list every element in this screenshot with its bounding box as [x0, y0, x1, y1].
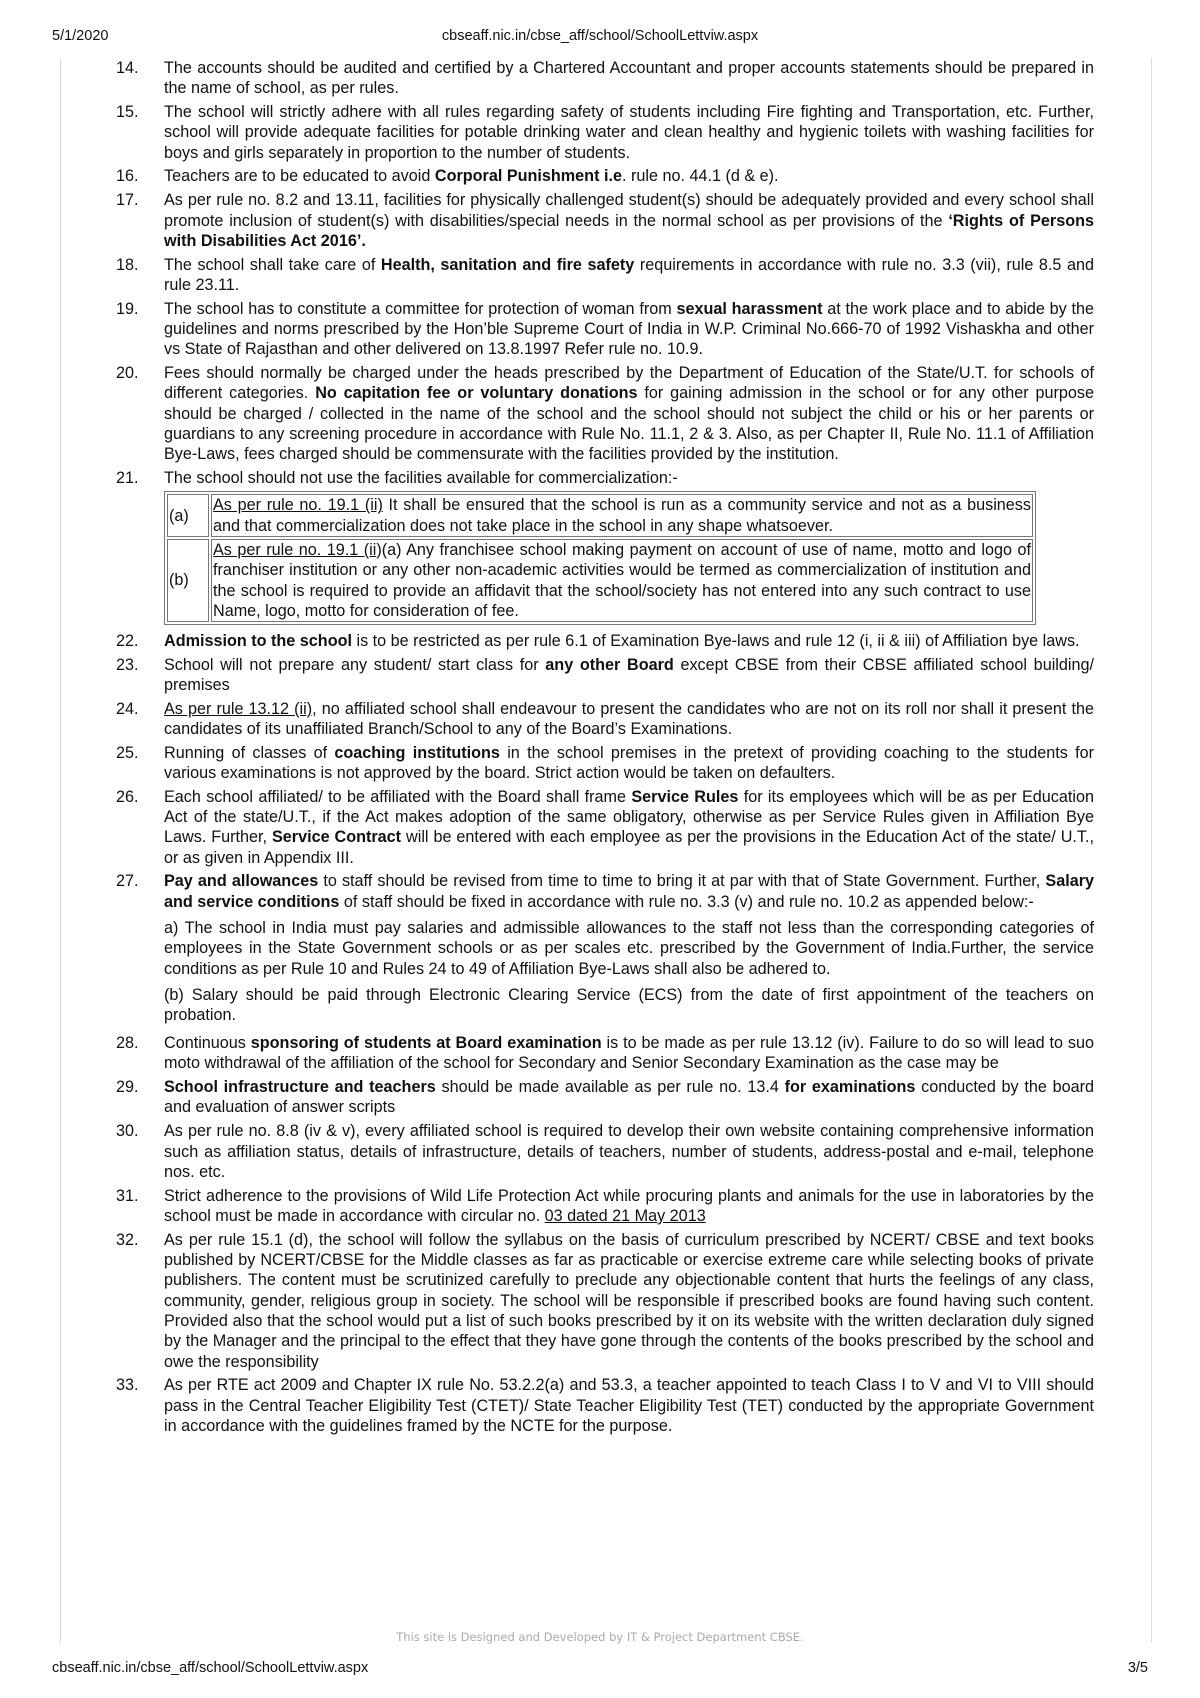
underlined-text: 03 dated 21 May 2013 [544, 1206, 706, 1225]
list-item [116, 190, 1094, 251]
item-text [164, 871, 1094, 1029]
letter-content [116, 58, 1094, 1614]
list-item [116, 468, 1094, 627]
item-number: 18. [116, 255, 139, 274]
list-item [116, 58, 1094, 99]
text-run: Each school affiliated/ to be affiliated with the Board shall frame [164, 787, 632, 806]
item-number: 33. [116, 1376, 139, 1395]
item-number: 22. [116, 631, 139, 650]
text-run: As per RTE act 2009 and Chapter IX rule No. 53.2.2(a) and 53.3, a teacher appointed to teach Class I to V and VI to VIII should pass in the Central Teacher Eligibility Test (CTET)/ State Teacher Eligibility Test (TET) conducted by the appropriate Government in accordance with the guidelines framed by the NCTE for the purpose. [164, 1376, 1094, 1435]
table-row-label: (b) [167, 539, 209, 622]
item-text [164, 1375, 1094, 1436]
text-run: As per rule no. 8.8 (iv & v), every affiliated school is required to develop their own website containing comprehensive information such as affiliation status, details of infrastructure, details of teachers, number of students, address-postal and e-mail, telephone nos. etc. [164, 1122, 1094, 1181]
item-text [164, 1077, 1094, 1118]
list-item [116, 363, 1094, 464]
item-text [164, 1186, 1094, 1227]
text-run: The school should not use the facilities available for commercialization:- [164, 469, 678, 488]
item-number: 25. [116, 743, 139, 762]
text-run: requirements in accordance with rule no. 3.3 (vii), rule 8.5 and rule 23.11. [164, 255, 1094, 294]
sub-clause: a) The school in India must pay salaries and admissible allowances to the staff not less than the corresponding categories of employees in the State Government schools or as per scales etc. prescribed by the Government of India.Further, the service conditions as per Rule 10 and Rules 24 to 49 of Affiliation Bye-Laws shall also be adhered to. [164, 919, 1094, 978]
text-run: It shall be ensured that the school is run as a community service and not as a business and that commercialization does not take place in the school in any shape whatsoever. [213, 496, 1031, 535]
bold-text: sponsoring of students at Board examination [250, 1034, 602, 1053]
item-text [164, 699, 1094, 740]
bold-text: any other Board [545, 655, 674, 674]
text-run: School will not prepare any student/ start class for [164, 655, 546, 674]
bold-text: Health, sanitation and fire safety [380, 255, 635, 274]
text-run: , no affiliated school shall endeavour to present the candidates who are not on its roll nor shall it present the candidates of its unaffiliated Branch/School to any of the Board’s Examinations. [164, 699, 1094, 738]
text-run: for its employees which will be as per Education Act of the state/U.T., if the Act makes adoption of the same obligatory, otherwise as per Service Rules given in Affiliation Bye Laws. Further, [164, 787, 1094, 847]
item-number: 15. [116, 103, 139, 122]
text-run: The school shall take care of [164, 255, 381, 274]
print-date: 5/1/2020 [52, 28, 109, 44]
underlined-text: As per rule no. 19.1 (ii) [213, 496, 383, 515]
table-row [167, 494, 1033, 537]
list-item [116, 743, 1094, 784]
sub-clause: (b) Salary should be paid through Electronic Clearing Service (ECS) from the date of first appointment of the teachers on probation. [164, 985, 1094, 1025]
commercialization-table [164, 491, 1036, 625]
text-run: )(a) Any franchisee school making payment on account of use of name, motto and logo of franchiser institution or any other non-academic activities would be termed as commercialization of institution and the school is required to provide an affidavit that the school/society has not entered into any such contract to use Name, logo, motto for consideration of fee. [213, 541, 1031, 620]
bold-text: Service Contract [271, 828, 402, 847]
text-run: conducted by the board and evaluation of answer scripts [164, 1078, 1094, 1117]
item-text [164, 1230, 1094, 1372]
bold-text: Corporal Punishment i.e [434, 167, 622, 186]
list-item [116, 1230, 1094, 1372]
list-item [116, 1121, 1094, 1182]
text-run: The school has to constitute a committee for protection of woman from [164, 299, 677, 318]
item-number: 30. [116, 1122, 139, 1141]
bold-text: Salary and service conditions [164, 872, 1094, 911]
list-item [116, 631, 1094, 651]
item-number: 31. [116, 1186, 139, 1205]
table-row-label: (a) [167, 494, 209, 537]
list-item [116, 699, 1094, 740]
item-text [164, 787, 1094, 868]
text-run: should be made available as per rule no. 13.4 [435, 1078, 785, 1097]
item-number: 26. [116, 787, 139, 806]
text-run: Running of classes of [164, 743, 335, 762]
bold-text: Pay and allowances [164, 872, 319, 891]
text-run: . rule no. 44.1 (d & e). [621, 167, 779, 186]
list-item [116, 1375, 1094, 1436]
item-number: 32. [116, 1230, 139, 1249]
print-header-url: cbseaff.nic.in/cbse_aff/school/SchoolLettviw.aspx [441, 28, 759, 44]
list-item [116, 787, 1094, 868]
underlined-text: As per rule no. 19.1 (ii [213, 541, 377, 560]
list-item [116, 871, 1094, 1029]
text-run: is to be restricted as per rule 6.1 of Examination Bye-laws and rule 12 (i, ii & iii) of Affiliation bye laws. [351, 631, 1080, 650]
bold-text: for examinations [784, 1078, 916, 1097]
list-item [116, 1077, 1094, 1118]
list-item [116, 166, 1094, 186]
item-text [164, 255, 1094, 296]
text-run: for gaining admission in the school or for any other purpose should be charged / collected in the name of the school and the school should not subject the child or his or her parents or guardians to any screening procedure in accordance with Rule No. 11.1, 2 & 3. Also, as per Chapter II, Rule No. 11.1 of Affiliation Bye-Laws, fees charged should be commensurate with the facilities provided by the institution. [164, 384, 1094, 464]
item-number: 20. [116, 364, 139, 383]
underlined-text: As per rule 13.12 (ii) [164, 699, 313, 718]
text-run: As per rule no. 8.2 and 13.11, facilities for physically challenged student(s) should be adequately provided and every school shall promote inclusion of student(s) with disabilities/special needs in the normal school as per provisions of the [164, 191, 1094, 230]
print-footer-url: cbseaff.nic.in/cbse_aff/school/SchoolLettviw.aspx [52, 1660, 369, 1676]
text-run: The school will strictly adhere with all rules regarding safety of students including Fire fighting and Transportation, etc. Further, school will provide adequate facilities for potable drinking water and clean healthy and hygienic toilets with washing facilities for boys and girls separately in proportion to the number of students. [164, 103, 1094, 162]
bold-text: Admission to the school [164, 631, 352, 650]
text-run: Continuous [164, 1034, 251, 1053]
text-run: in the school premises in the pretext of providing coaching to the students for various examinations is not approved by the board. Strict action would be taken on defaulters. [164, 743, 1094, 782]
site-credit: This site is Designed and Developed by IT & Project Department CBSE. [396, 1630, 804, 1644]
list-item [116, 655, 1094, 696]
item-number: 24. [116, 699, 139, 718]
item-text [164, 190, 1094, 251]
page-number: 3/5 [1127, 1660, 1148, 1676]
item-number: 28. [116, 1034, 139, 1053]
item-text [164, 631, 1094, 651]
item-text [164, 102, 1094, 163]
item-text [164, 166, 1094, 186]
bold-text: No capitation fee or voluntary donations [315, 384, 638, 403]
text-run: Fees should normally be charged under the heads prescribed by the Department of Education of the State/U.T. for schools of different categories. [164, 364, 1094, 403]
text-run: will be entered with each employee as per the provisions in the Education Act of the state/ U.T., or as given in Appendix III. [164, 828, 1094, 867]
bold-text: Service Rules [631, 787, 739, 806]
text-run: at the work place and to abide by the guidelines and norms prescribed by the Hon’ble Supreme Court of India in W.P. Criminal No.666-70 of 1992 Vishaskha and other vs State of Rajasthan and other delivered on 13.8.1997 Refer rule no. 10.9. [164, 299, 1094, 359]
item-number: 16. [116, 167, 139, 186]
bold-text: coaching institutions [334, 743, 500, 762]
list-item [116, 1033, 1094, 1074]
item-number: 19. [116, 299, 139, 318]
bold-text: ‘Rights of Persons with Disabilities Act 2016’. [164, 211, 1094, 250]
item-text [164, 743, 1094, 784]
text-run: The accounts should be audited and certified by a Chartered Accountant and proper accounts statements should be prepared in the name of school, as per rules. [164, 59, 1094, 98]
item-number: 14. [116, 59, 139, 77]
list-item [116, 1186, 1094, 1227]
list-item [116, 102, 1094, 163]
item-text [164, 363, 1094, 464]
list-item [116, 255, 1094, 296]
item-text [164, 299, 1094, 360]
bold-text: sexual harassment [676, 299, 823, 318]
item-text [164, 1033, 1094, 1074]
text-run: Teachers are to be educated to avoid [164, 167, 435, 186]
list-item [116, 299, 1094, 360]
text-run: is to be made as per rule 13.12 (iv). Failure to do so will lead to suo moto withdrawal of the affiliation of the school for Secondary and Senior Secondary Examination as the case may be [164, 1034, 1094, 1073]
text-run: As per rule 15.1 (d), the school will follow the syllabus on the basis of curriculum prescribed by NCERT/ CBSE and text books published by NCERT/CBSE for the Middle classes as far as practicable or exercise extreme care while selecting books of private publishers. The content must be scrutinized carefully to preclude any objectionable content that hurts the feelings of any class, community, gender, religious group in society. The school will be responsible if prescribed books are found having such content. Provided also that the school would put a list of such books prescribed by it on its website with the written declaration duly signed by the Manager and the principal to the effect that they have gone through the contents of the books prescribed by the school and owe the responsibility [164, 1230, 1094, 1371]
item-number: 21. [116, 469, 139, 488]
item-text [164, 58, 1094, 99]
item-number: 27. [116, 872, 139, 891]
table-row [167, 539, 1033, 622]
text-run: to staff should be revised from time to time to bring it at par with that of State Government. Further, [318, 872, 1046, 891]
text-run: except CBSE from their CBSE affiliated school building/ premises [164, 655, 1094, 694]
table-row-text [211, 539, 1033, 622]
item-number: 23. [116, 655, 139, 674]
item-number: 17. [116, 191, 139, 210]
item-text [164, 468, 1094, 627]
text-run: Strict adherence to the provisions of Wild Life Protection Act while procuring plants and animals for the use in laboratories by the school must be made in accordance with circular no. [164, 1186, 1094, 1225]
bold-text: School infrastructure and teachers [164, 1078, 436, 1097]
text-run: of staff should be fixed in accordance with rule no. 3.3 (v) and rule no. 10.2 as appended below:- [339, 892, 1034, 911]
item-text [164, 1121, 1094, 1182]
item-number: 29. [116, 1078, 139, 1097]
item-text [164, 655, 1094, 696]
table-row-text [211, 494, 1033, 537]
